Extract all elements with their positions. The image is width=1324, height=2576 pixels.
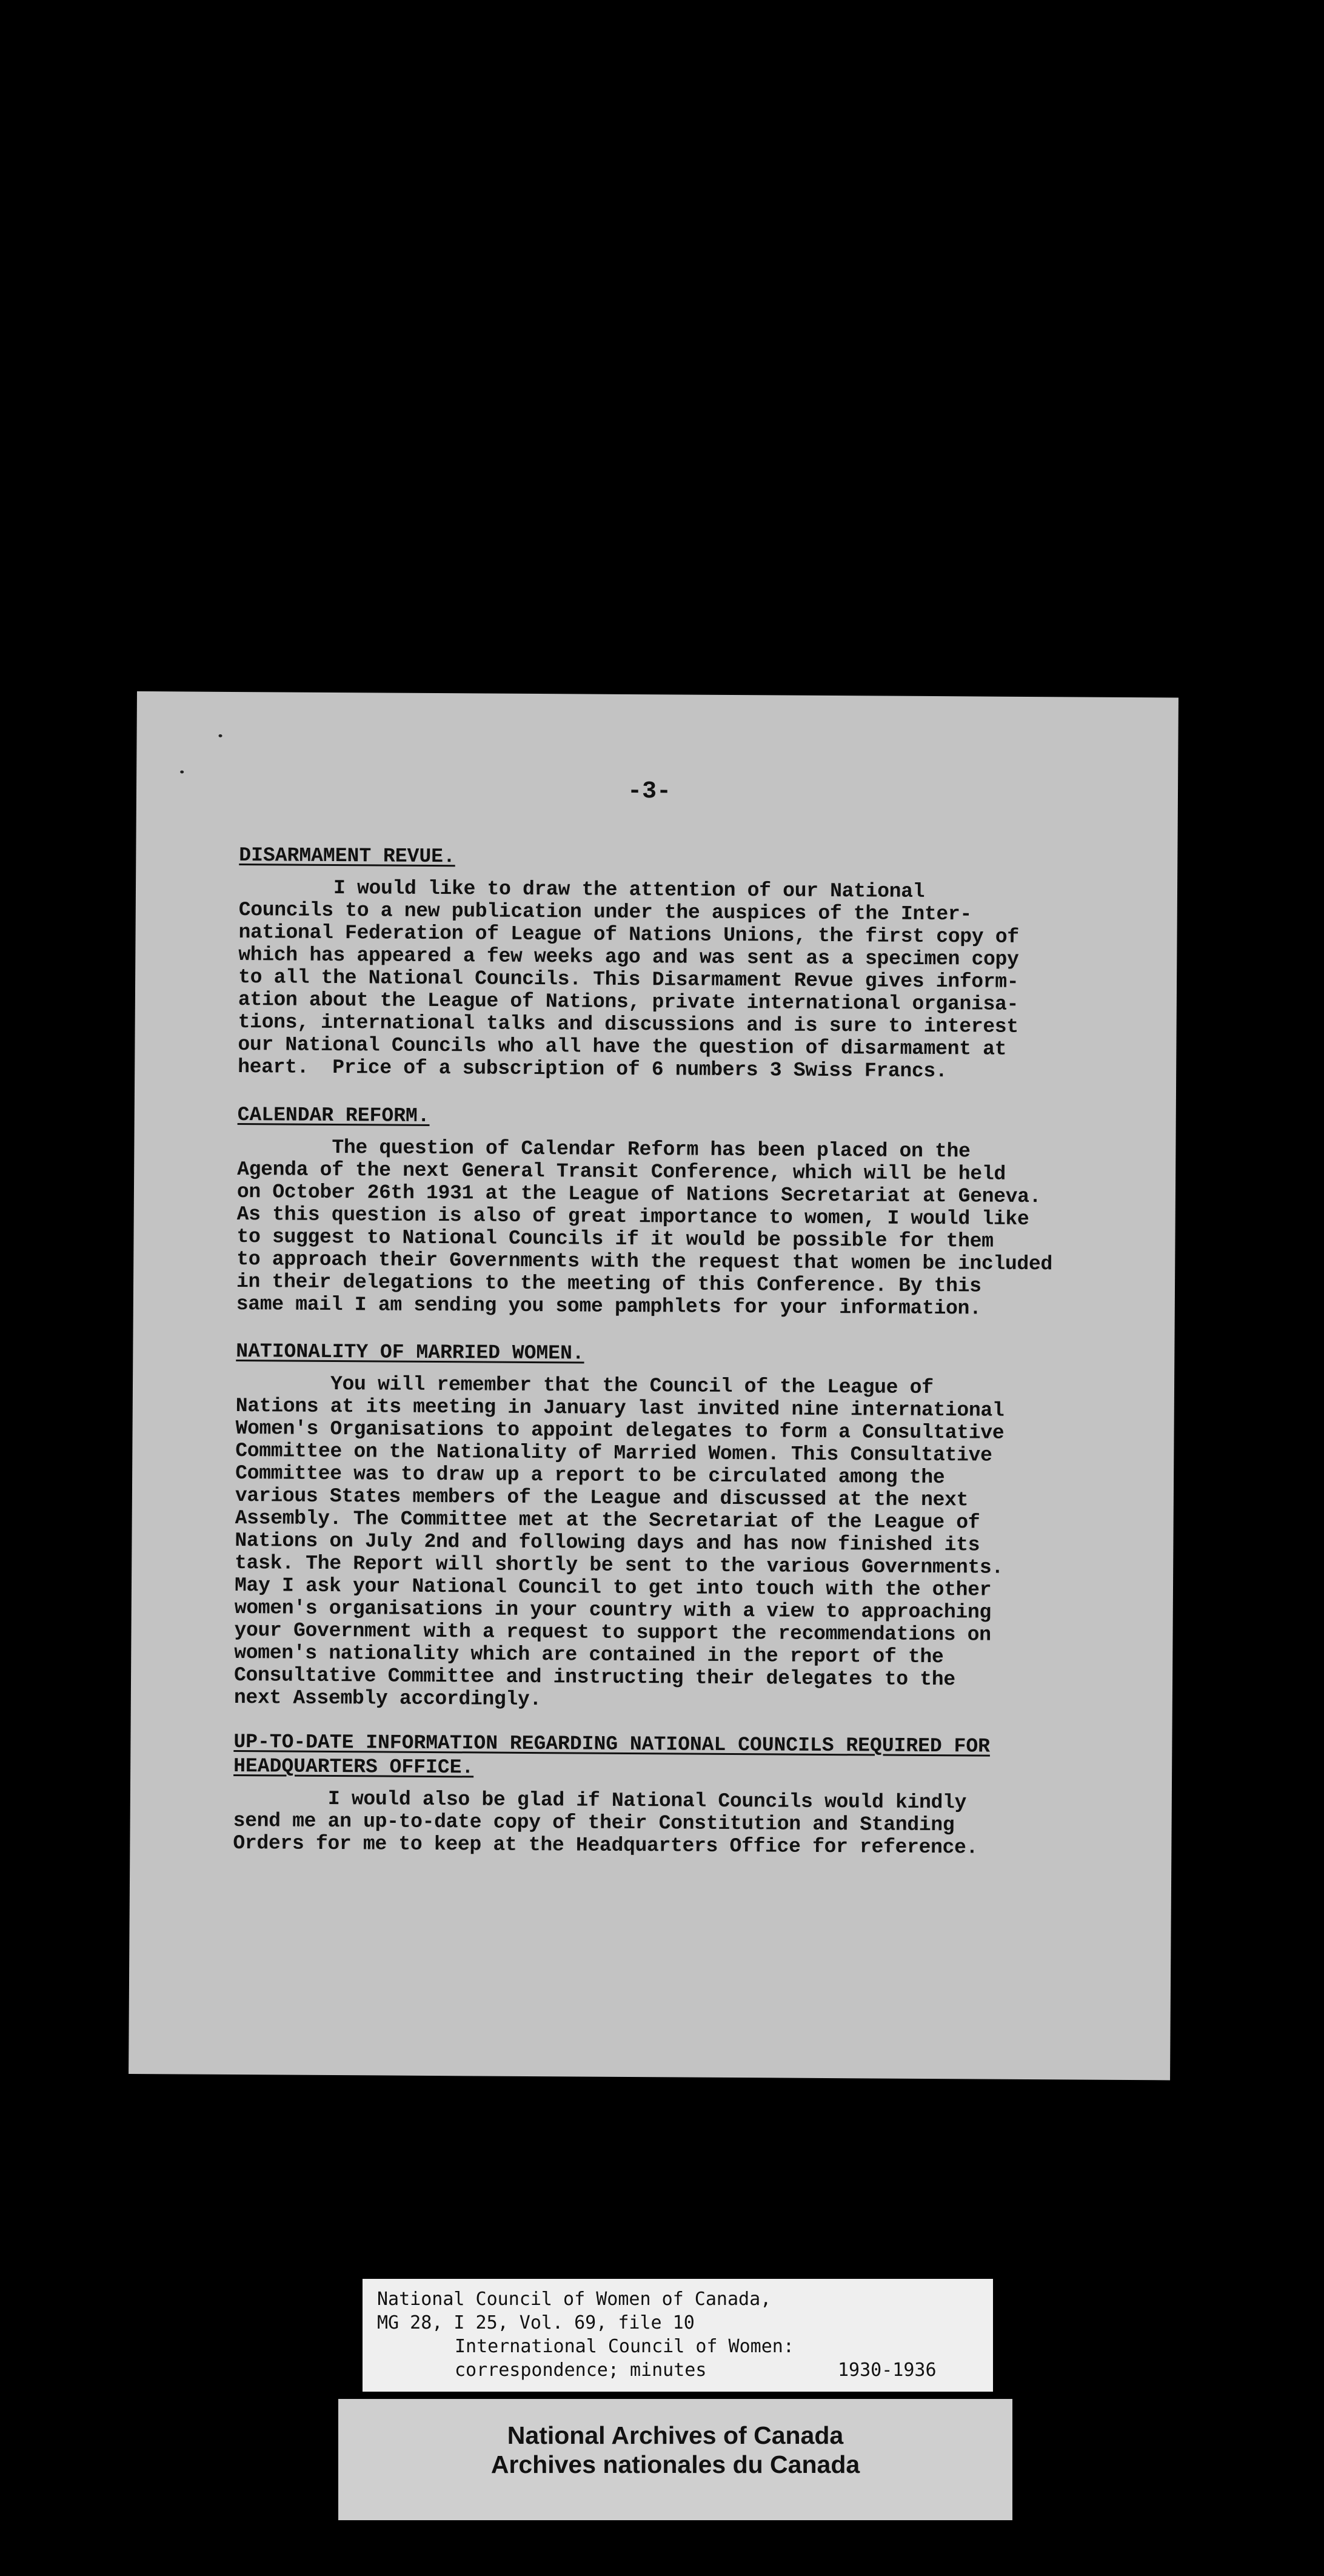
section-heading: DISARMAMENT REVUE. [239,844,455,868]
archive-banner [338,2399,1012,2520]
section-nationality-married-women [234,1340,1140,1714]
ink-speck [180,770,184,773]
section-paragraph: I would also be glad if National Councils would kindly send me an up-to-date copy of their Constitution and Standing Orders for me to keep at the Headquarters Office for reference. [233,1787,978,1859]
document-page [129,691,1179,2080]
section-paragraph: I would like to draw the attention of our National Councils to a new publication under the auspices of the Inter- national Federation of League of Nations Unions, the first copy of which has appeared a few weeks ago and was sent as a specimen copy to all the National Councils. This Disarmament Revue gives inform- ation about the League of Nations, private international organisa- tions, international talks and discussions and is sure to interest our National Councils who all have the question of disarmament at heart. Price of a subscription of 6 numbers 3 Swiss Francs. [238,876,1019,1083]
section-paragraph: The question of Calendar Reform has been placed on the Agenda of the next General Transit Conference, which will be held on October 26th 1931 at the League of Nations Secretariat at Geneva. As this question is also of great importance to women, I would like to suggest to National Councils if it would be possible for them to approach their Governments with the request that women be included in their delegations to the meeting of this Conference. By this same mail I am sending you some pamphlets for your information. [236,1136,1053,1320]
section-paragraph: You will remember that the Council of the League of Nations at its meeting in January last invited nine international Women's Organisations to appoint delegates to form a Consultative Committee on the Nationality of Married Women. This Consultative Committee was to draw up a report to be circulated among the various States members of the League and discussed at the next Assembly. The Committee met at the Secretariat of the League of Nations on July 2nd and following days and has now finished its task. The Report will shortly be sent to the various Governments. May I ask your National Council to get into touch with the other women's organisations in your country with a view to approaching your Government with a request to support the recommendations on women's nationality which are contained in the report of the Consultative Committee and instructing their delegates to the next Assembly accordingly. [233,1372,1005,1711]
ink-speck [219,734,222,737]
label-description: correspondence; minutes [455,2360,707,2381]
archive-name-english: National Archives of Canada [507,2421,844,2449]
archive-name-french: Archives nationales du Canada [490,2450,860,2478]
page-number: -3- [627,777,672,806]
label-years: 1930-1936 [838,2360,937,2381]
section-up-to-date-information [233,1730,1137,1860]
section-heading: UP-TO-DATE INFORMATION REGARDING NATIONAL COUNCILS REQUIRED FOR HEADQUARTERS OFFICE. [233,1731,991,1779]
section-calendar-reform [236,1103,1141,1321]
label-fonds: National Council of Women of Canada, [377,2289,772,2310]
archive-reference-label [363,2279,993,2392]
label-description-row [377,2358,978,2382]
label-series: International Council of Women: [455,2336,794,2357]
label-reference: MG 28, I 25, Vol. 69, file 10 [377,2312,695,2333]
section-heading: NATIONALITY OF MARRIED WOMEN. [236,1340,584,1365]
section-disarmament-revue [238,844,1142,1084]
section-heading: CALENDAR REFORM. [237,1104,430,1127]
